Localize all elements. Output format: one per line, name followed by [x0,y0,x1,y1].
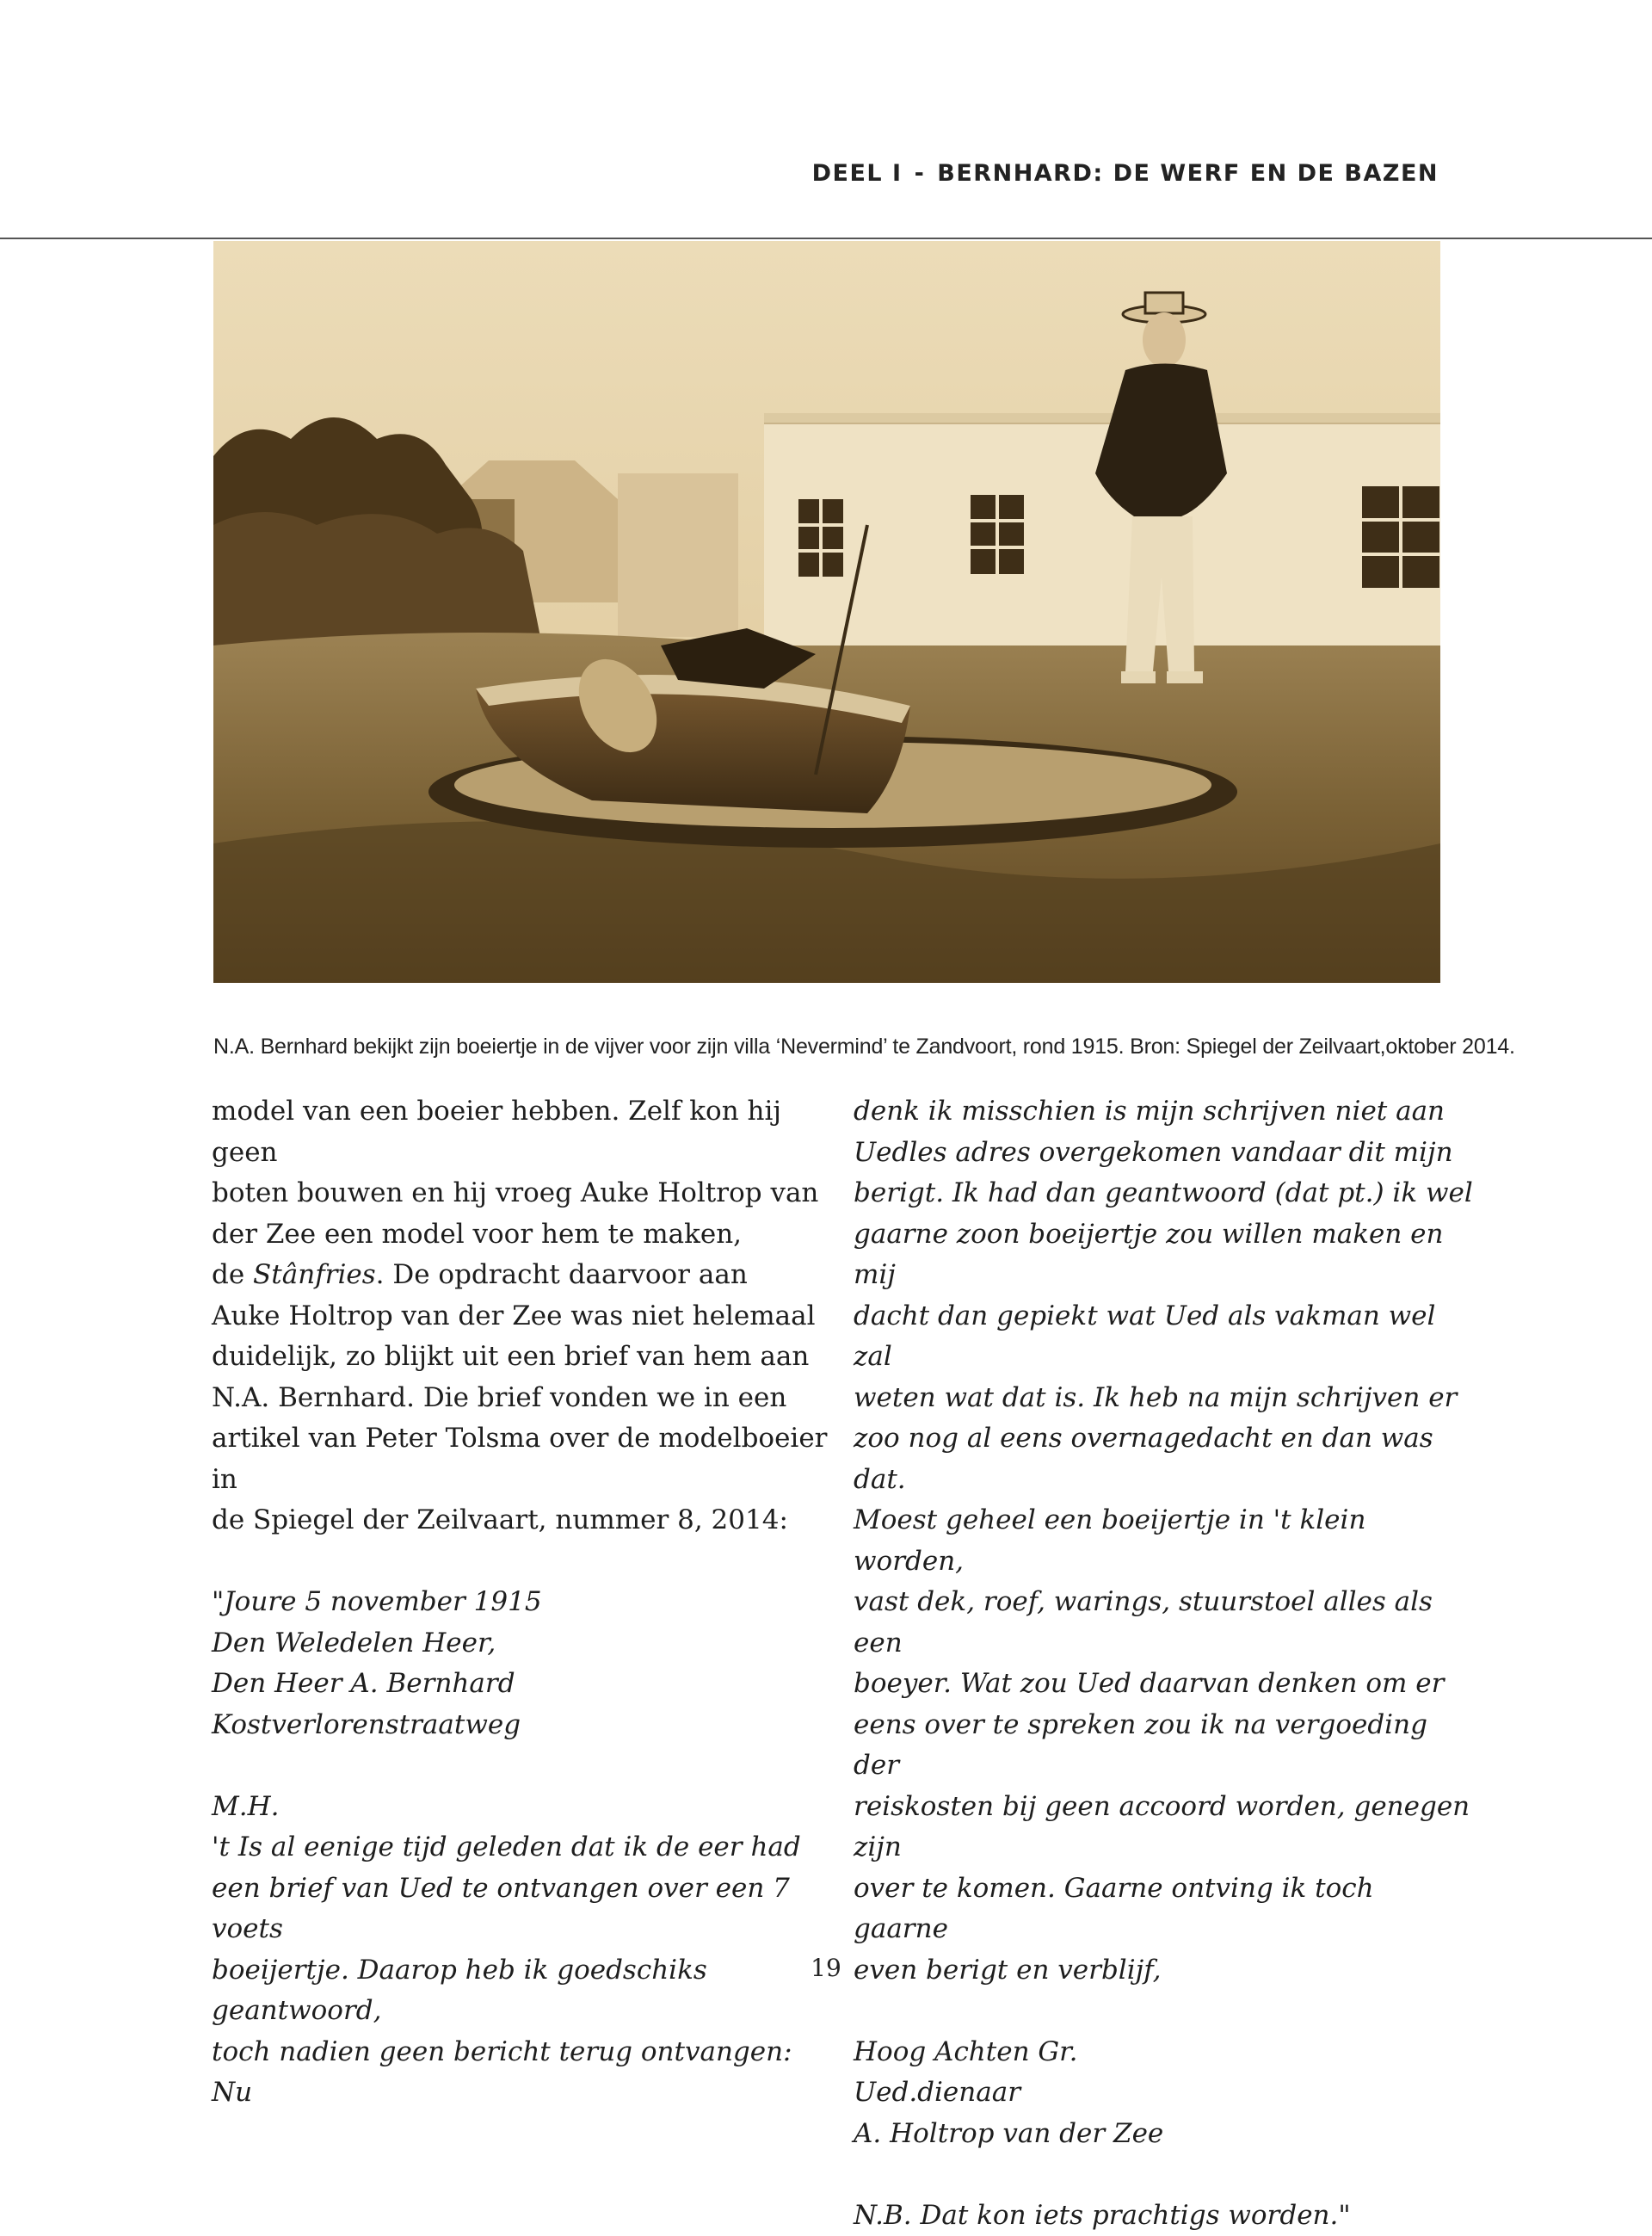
letter-postscript: N.B. Dat kon iets prachtigs worden." [854,2196,1473,2236]
intro-paragraph [212,1091,831,1541]
chapter-title: BERNHARD: DE WERF EN DE BAZEN [937,160,1439,187]
right-column [854,1091,1473,2236]
paragraph-gap [212,1745,831,1787]
letter-closing: Hoog Achten Gr. Ued.dienaar A. Holtrop van der Zee [854,2032,1473,2155]
boat-name: Stânfries [253,1259,376,1290]
letter-address: "Joure 5 november 1915 Den Weledelen Heer, Den Heer A. Bernhard Kostverlorenstraatweg [212,1582,831,1745]
header-separator: - [915,160,926,187]
part-label: DEEL I [812,160,903,187]
paragraph-gap [854,1991,1473,2032]
sepia-photograph [213,241,1440,983]
intro-text-start: model van een boeier hebben. Zelf kon hij geen boten bouwen en hij vroeg Auke Holtrop van der Zee een model voor hem te maken, de [212,1096,818,1290]
page-number: 19 [0,1954,1652,1982]
running-head [812,160,1439,187]
paragraph-gap [854,2154,1473,2196]
header-rule [0,238,1652,239]
figure-caption: N.A. Bernhard bekijkt zijn boeiertje in de vijver voor zijn villa ‘Nevermind’ te Zandvoort, rond 1915. Bron: Spiegel der Zeilvaart,oktober 2014. [213,1035,1487,1059]
paragraph-gap [212,1541,831,1583]
letter-body-continued: denk ik misschien is mijn schrijven niet aan Uedles adres overgekomen vandaar dit mijn berigt. Ik had dan geantwoord (dat pt.) ik wel gaarne zoon boeijertje zou willen maken en mij dacht dan gepiekt wat Ued als vakman wel zal weten wat dat is. Ik heb na mijn schrijven er zoo nog al eens overnagedacht en dan was dat. Moest geheel een boeijertje in 't klein worden, vast dek, roef, warings, stuurstoel alles als een boeyer. Wat zou Ued daarvan denken om er eens over te spreken zou ik na vergoeding der reiskosten bij geen accoord worden, genegen zijn over te komen. Gaarne ontving ik toch gaarne even berigt en verblijf, [854,1091,1473,1991]
intro-text-end: . De opdracht daarvoor aan Auke Holtrop van der Zee was niet helemaal duidelijk, zo blijkt uit een brief van hem aan N.A. Bernhard. Die brief vonden we in een artikel van Peter Tolsma over de modelboeier in de Spiegel der Zeilvaart, nummer 8, 2014: [212,1259,828,1535]
photo-illustration [213,241,1440,983]
letter-body-start: M.H. 't Is al eenige tijd geleden dat ik de eer had een brief van Ued te ontvangen over een 7 voets boeijertje. Daarop heb ik goedschiks geantwoord, toch nadien geen bericht terug ontvangen: Nu [212,1787,831,2114]
